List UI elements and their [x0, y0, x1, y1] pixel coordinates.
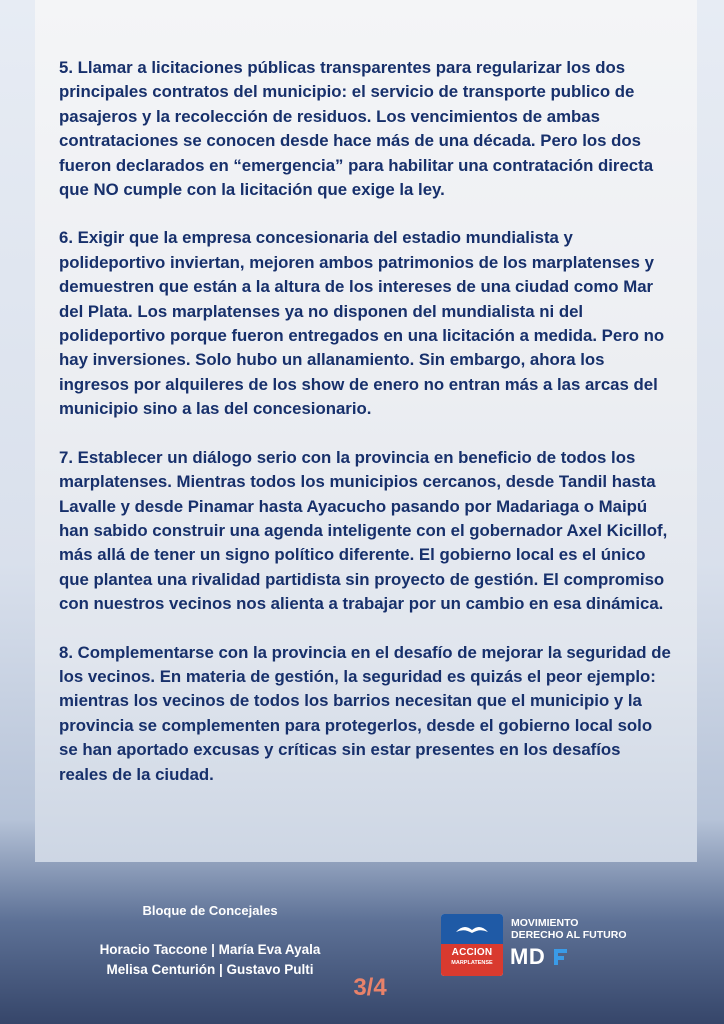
paragraph-6: 6. Exigir que la empresa concesionaria del estadio mundialista y polideportivo inviertan, mejoren ambos patrimonios de los marplatenses y demuestren que están a la altura de los intereses de una ciudad como Mar del Plata. Los marplatenses ya no disponen del mundialista ni del polideportivo porque fueron entregados en una licitación a medida. Pero no hay inversiones. Solo hubo un allanamiento. Sin embargo, ahora los ingresos por alquileres de los show de enero no entran más a las arcas del municipio sino a las del concesionario.	[59, 228, 665, 419]
names-line-1: Horacio Taccone | María Eva Ayala	[99, 942, 321, 957]
mdf-brand: MD	[510, 944, 546, 969]
paragraph-8: 8. Complementarse con la provincia en el desafío de mejorar la seguridad de los vecinos. En materia de gestión, la seguridad es quizás el peor ejemplo: mientras los vecinos de todos los barrios necesitan que el municipio y la provincia se complementen para protegerlos, desde el gobierno local solo se han aportado excusas y críticas sin estar presentes en los desafíos reales de la ciudad.	[59, 642, 671, 784]
logo-accion-word: ACCION	[451, 947, 493, 958]
logo-accion-sub: MARPLATENSE	[451, 960, 493, 966]
page-number: 3/4	[353, 974, 387, 1001]
footer	[0, 862, 724, 1024]
mdf-line-2: DERECHO AL FUTURO	[511, 929, 627, 941]
mdf-name	[511, 917, 627, 941]
accion-marplatense-logo	[441, 914, 503, 976]
councillor-names	[60, 940, 360, 980]
mdf-line-1: MOVIMIENTO	[511, 917, 579, 929]
names-line-2: Melisa Centurión | Gustavo Pulti	[106, 962, 314, 977]
bloque-title: Bloque de Concejales	[142, 903, 278, 918]
document-page	[35, 0, 697, 862]
paragraph-5: 5. Llamar a licitaciones públicas transparentes para regularizar los dos principales contratos del municipio: el servicio de transporte publico de pasajeros y la recolección de residuos. Los vencimientos de ambas contrataciones se conocen desde hace más de una década. Pero los dos fueron declarados en “emergencia” para habilitar una contratación directa que NO cumple con la licitación que exige la ley.	[59, 58, 654, 200]
mdf-f-icon	[552, 948, 568, 966]
seagull-icon	[454, 920, 490, 938]
paragraph-7: 7. Establecer un diálogo serio con la provincia en beneficio de todos los marplatenses. Mientras todos los municipios cercanos, desde Tandil hasta Lavalle y desde Pinamar hasta Ayacucho pasando por Madariaga o Maipú han sabido construir una agenda inteligente con el gobernador Axel Kicillof, más allá de tener un signo político diferente. El gobierno local es el único que plantea una rivalidad partidista sin proyecto de gestión. El compromiso con nuestros vecinos nos alienta a trabajar por un cambio en esa dinámica.	[59, 447, 668, 614]
